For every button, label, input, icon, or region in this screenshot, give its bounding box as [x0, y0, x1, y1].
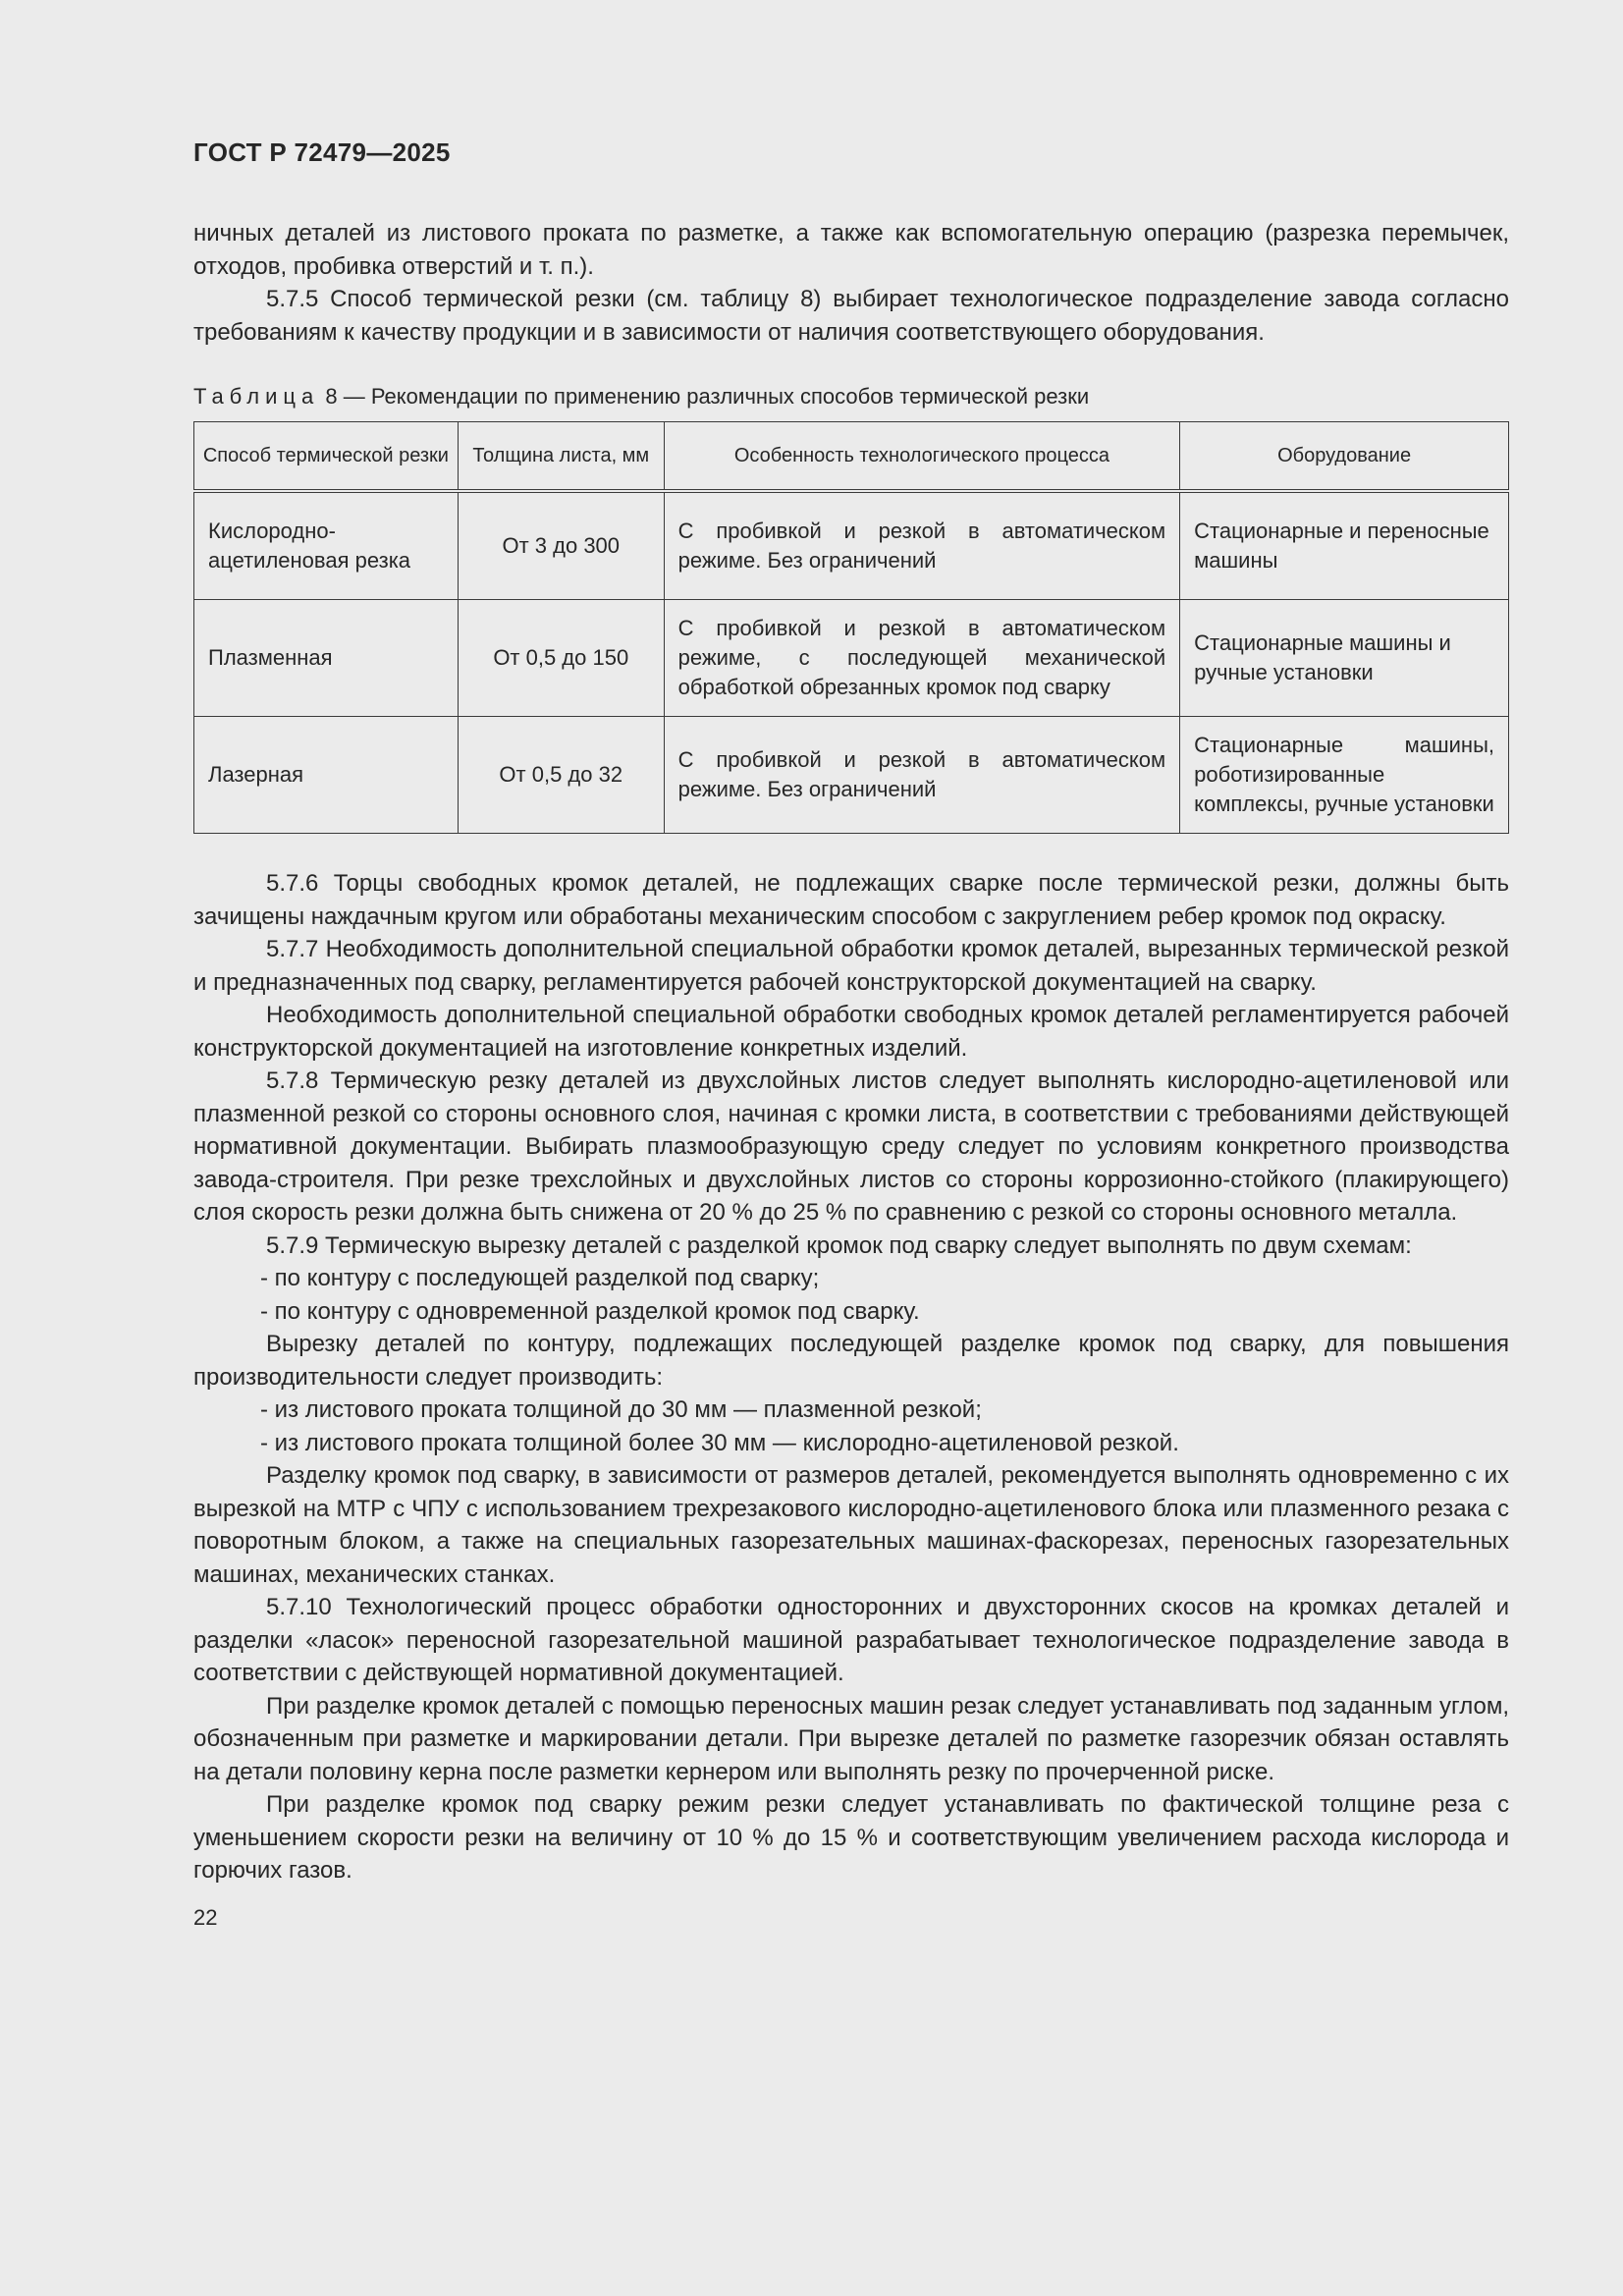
cell-feature: С пробивкой и резкой в автоматическом режиме. Без ограничений	[664, 717, 1179, 834]
paragraph-5-7-10: 5.7.10 Технологический процесс обработки односторонних и двухсторонних скосов на кромках деталей и разделки «ласок» переносной газорезательной машиной разрабатывает технологическое подразделение завода в соответствии с действующей нормативной документацией.	[193, 1594, 1509, 1686]
cutting-methods-table	[193, 421, 1509, 834]
table-header-row	[194, 422, 1509, 492]
paragraph-5-7-7: 5.7.7 Необходимость дополнительной специальной обработки кромок деталей, вырезанных термической резкой и предназначенных под сварку, регламентируется рабочей конструкторской документацией на сварку.	[193, 936, 1509, 996]
paragraph-5-7-10-b: При разделке кромок деталей с помощью переносных машин резак следует устанавливать под заданным углом, обозначенным при разметке и маркировании детали. При вырезке деталей по разметке газорезчик обязан оставлять на детали половину керна после разметки кернером или выполнять резку по прочерченной риске.	[193, 1692, 1509, 1785]
cell-method: Плазменная	[194, 600, 459, 717]
paragraph-5-7-7-b: Необходимость дополнительной специальной обработки свободных кромок деталей регламентируется рабочей конструкторской документацией на изготовление конкретных изделий.	[193, 1002, 1509, 1062]
document-header: ГОСТ Р 72479—2025	[193, 137, 451, 167]
cell-method: Лазерная	[194, 717, 459, 834]
table-row	[194, 600, 1509, 717]
list-item: - по контуру с последующей разделкой под сварку;	[260, 1265, 820, 1291]
header-equipment: Оборудование	[1180, 422, 1509, 492]
paragraph-continuation: ничных деталей из листового проката по разметке, а также как вспомогательную операцию (разрезка перемычек, отходов, пробивка отверстий и т. п.).	[193, 220, 1509, 280]
paragraph-5-7-6: 5.7.6 Торцы свободных кромок деталей, не подлежащих сварке после термической резки, должны быть зачищены наждачным кругом или обработаны механическим способом с закруглением ребер кромок под окраску.	[193, 870, 1509, 930]
paragraph-5-7-8: 5.7.8 Термическую резку деталей из двухслойных листов следует выполнять кислородно-ацетиленовой или плазменной резкой со стороны основного слоя, начиная с кромки листа, в соответствии с требованиями действующей нормативной документации. Выбирать плазмообразующую среду следует по условиям конкретного производства завода-строителя. При резке трехслойных и двухслойных листов со стороны коррозионно-стойкого (плакирующего) слоя скорость резки должна быть снижена от 20 % до 25 % по сравнению с резкой со стороны основного металла.	[193, 1067, 1509, 1226]
table-row	[194, 717, 1509, 834]
paragraph-5-7-9-c: Разделку кромок под сварку, в зависимости от размеров деталей, рекомендуется выполнять одновременно с их вырезкой на МТР с ЧПУ с использованием трехрезакового кислородно-ацетиленового блока или плазменного резака с поворотным блоком, а также на специальных газорезательных машинах-фаскорезах, переносных газорезательных машинах, механических станках.	[193, 1462, 1509, 1588]
header-feature: Особенность технологического процесса	[664, 422, 1179, 492]
cell-thickness: От 0,5 до 32	[458, 717, 664, 834]
table-caption	[193, 384, 1509, 410]
paragraph-5-7-5: 5.7.5 Способ термической резки (см. таблицу 8) выбирает технологическое подразделение завода согласно требованиям к качеству продукции и в зависимости от наличия соответствующего оборудования.	[193, 286, 1509, 346]
paragraph-5-7-9: 5.7.9 Термическую вырезку деталей с разделкой кромок под сварку следует выполнять по двум схемам:	[266, 1231, 1412, 1259]
page-number: 22	[193, 1904, 218, 1930]
cell-equipment: Стационарные машины, роботизированные комплексы, ручные установки	[1180, 717, 1509, 834]
header-thickness: Толщина листа, мм	[458, 422, 664, 492]
paragraph-5-7-10-c: При разделке кромок под сварку режим резки следует устанавливать по фактической толщине реза с уменьшением скорости резки на величину от 10 % до 15 % и соответствующим увеличением расхода кислорода и горючих газов.	[193, 1791, 1509, 1884]
table-caption-word: Таблица	[193, 384, 320, 409]
cell-equipment: Стационарные машины и ручные установки	[1180, 600, 1509, 717]
list-item: - по контуру с одновременной разделкой кромок под сварку.	[260, 1297, 920, 1325]
cell-feature: С пробивкой и резкой в автоматическом режиме, с последующей механической обработкой обрезанных кромок под сварку	[664, 600, 1179, 717]
cell-thickness: От 0,5 до 150	[458, 600, 664, 717]
paragraph-5-7-9-b: Вырезку деталей по контуру, подлежащих последующей разделке кромок под сварку, для повышения производительности следует производить:	[193, 1331, 1509, 1391]
document-page	[193, 137, 1509, 1931]
list-item: - из листового проката толщиной до 30 мм — плазменной резкой;	[260, 1396, 982, 1423]
header-method: Способ термической резки	[194, 422, 459, 492]
cell-method: Кислородно-ацетиленовая резка	[194, 491, 459, 600]
table-caption-text: 8 — Рекомендации по применению различных способов термической резки	[325, 384, 1090, 409]
cell-thickness: От 3 до 300	[458, 491, 664, 600]
table-row	[194, 491, 1509, 600]
list-item: - из листового проката толщиной более 30 мм — кислородно-ацетиленовой резкой.	[260, 1429, 1179, 1456]
cell-feature: С пробивкой и резкой в автоматическом режиме. Без ограничений	[664, 491, 1179, 600]
cell-equipment: Стационарные и переносные машины	[1180, 491, 1509, 600]
